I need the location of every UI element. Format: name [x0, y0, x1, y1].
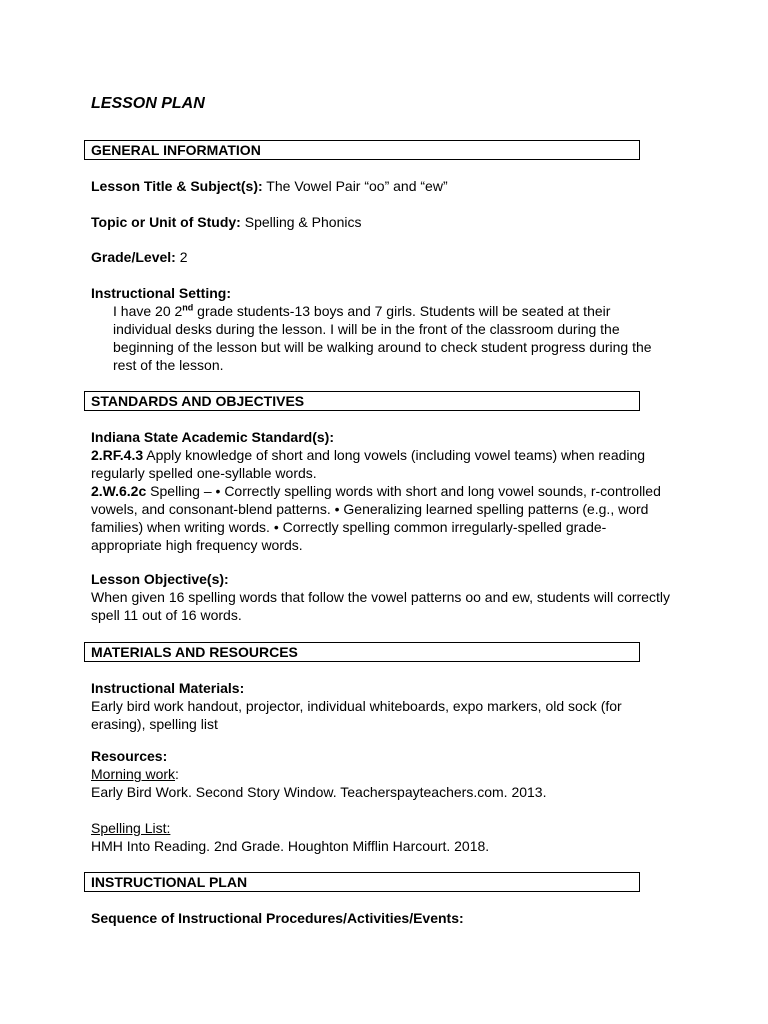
resources-block [91, 747, 671, 801]
setting-label: Instructional Setting: [91, 285, 231, 301]
standards-block [91, 428, 671, 554]
section-header-label: MATERIALS AND RESOURCES [91, 644, 298, 660]
section-header-instructional [84, 872, 640, 892]
section-header-general [84, 140, 640, 160]
section-header-label: STANDARDS AND OBJECTIVES [91, 393, 305, 409]
instructional-setting [91, 284, 671, 374]
objective-label: Lesson Objective(s): [91, 571, 229, 587]
lesson-title-line [91, 177, 671, 195]
instructional-materials-label: Instructional Materials: [91, 680, 245, 696]
section-header-standards [84, 391, 640, 411]
topic-label: Topic or Unit of Study: [91, 214, 241, 230]
lesson-title-value: The Vowel Pair “oo” and “ew” [262, 178, 448, 194]
setting-text [91, 302, 671, 374]
section-header-label: INSTRUCTIONAL PLAN [91, 874, 248, 890]
standard-code: 2.W.6.2c [91, 483, 147, 499]
grade-label: Grade/Level: [91, 249, 176, 265]
lesson-title-label: Lesson Title & Subject(s): [91, 178, 263, 194]
grade-line [91, 248, 671, 266]
setting-text-sup: nd [182, 302, 194, 313]
morning-work-text: Early Bird Work. Second Story Window. Teacherspayteachers.com. 2013. [91, 784, 547, 800]
resources-label: Resources: [91, 748, 168, 764]
grade-value: 2 [175, 249, 188, 265]
standard-item [91, 446, 671, 482]
objective-text: When given 16 spelling words that follow the vowel patterns oo and ew, students will correctly spell 11 out of 16 words. [91, 589, 670, 623]
sequence-line [91, 909, 671, 927]
instructional-materials-block [91, 679, 671, 733]
spelling-list-text: HMH Into Reading. 2nd Grade. Houghton Mifflin Harcourt. 2018. [91, 838, 490, 854]
spelling-list-block [91, 819, 671, 855]
morning-work-colon: : [175, 766, 179, 782]
standard-item [91, 482, 671, 554]
standard-text: Spelling – • Correctly spelling words with short and long vowel sounds, r-controlled vowels, and consonant-blend patterns. • Generalizing learned spelling patterns (e.g., word families) when writing words. • Correctly spelling common irregularly-spelled grade-appropriate high frequency words. [91, 483, 661, 553]
standard-text: Apply knowledge of short and long vowels (including vowel teams) when reading regularly spelled one-syllable words. [91, 447, 646, 481]
morning-work-line [91, 765, 671, 783]
spelling-list-label: Spelling List: [91, 820, 171, 836]
section-header-label: GENERAL INFORMATION [91, 142, 261, 158]
section-header-materials [84, 642, 640, 662]
objective-block [91, 570, 671, 624]
instructional-materials-text: Early bird work handout, projector, individual whiteboards, expo markers, old sock (for erasing), spelling list [91, 698, 622, 732]
topic-line [91, 213, 671, 231]
standard-code: 2.RF.4.3 [91, 447, 144, 463]
page-title: LESSON PLAN [91, 95, 205, 112]
state-standard-label: Indiana State Academic Standard(s): [91, 429, 334, 445]
morning-work-label: Morning work [91, 766, 176, 782]
setting-text-pre: I have 20 2 [113, 303, 183, 319]
topic-value: Spelling & Phonics [240, 214, 362, 230]
sequence-label: Sequence of Instructional Procedures/Activities/Events: [91, 910, 464, 926]
setting-text-post: grade students-13 boys and 7 girls. Students will be seated at their individual desks during the lesson. I will be in the front of the classroom during the beginning of the lesson but will be walking around to check student progress during the rest of the lesson. [113, 303, 652, 373]
